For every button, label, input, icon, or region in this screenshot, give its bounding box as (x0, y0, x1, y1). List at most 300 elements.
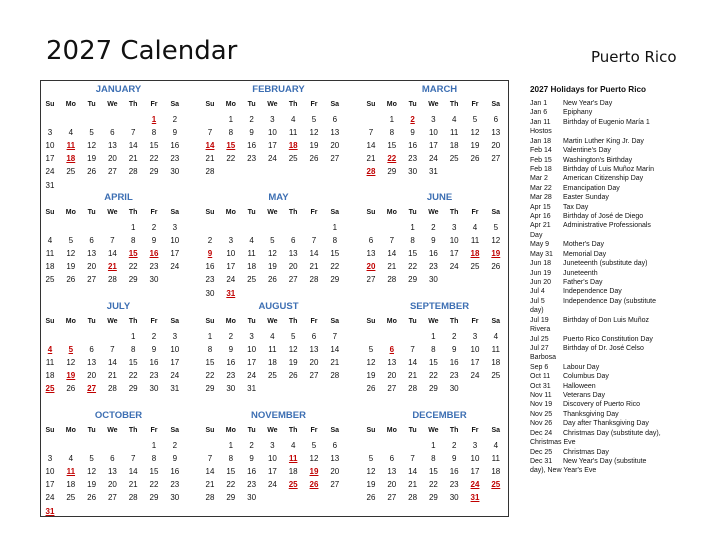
holiday-name: Discovery of Puerto Rico (563, 401, 641, 409)
holiday-date: Jul 19 (530, 316, 549, 324)
calendar-day: 22 (149, 480, 159, 490)
calendar-day: 16 (170, 141, 180, 151)
calendar-day: 12 (66, 358, 76, 368)
weekday-header: Th (128, 318, 138, 325)
weekday-header: Fr (150, 318, 158, 325)
calendar-day: 2 (151, 223, 157, 232)
weekday-header: Su (205, 101, 215, 108)
calendar-day: 23 (449, 480, 459, 490)
calendar-day: 7 (410, 454, 415, 464)
calendar-day: 21 (387, 262, 397, 272)
calendar-day: 26 (66, 275, 76, 285)
holiday-name: Birthday of Don Luis Muñoz (563, 316, 649, 324)
calendar-day: 9 (431, 236, 436, 246)
weekday-header: Fr (150, 427, 158, 434)
calendar-day: 4 (68, 128, 74, 138)
calendar-day: 7 (311, 236, 317, 246)
calendar-day: 17 (267, 467, 277, 477)
calendar-day: 9 (172, 128, 178, 138)
calendar-day: 11 (268, 345, 277, 355)
calendar-day: 12 (288, 345, 298, 355)
weekday-header: Mo (225, 427, 236, 434)
weekday-header: We (428, 318, 439, 325)
calendar-day: 28 (330, 371, 340, 381)
calendar-day: 17 (45, 154, 55, 164)
weekday-header: Mo (225, 101, 236, 108)
holiday-day: 19 (66, 371, 76, 381)
calendar-day: 3 (270, 441, 275, 450)
weekday-header: Su (45, 209, 55, 216)
calendar-day: 29 (149, 167, 159, 177)
calendar-day: 12 (87, 467, 97, 477)
calendar-day: 16 (449, 467, 459, 477)
holiday-name: Administrative Professionals (563, 222, 651, 230)
calendar-day: 31 (247, 384, 257, 394)
calendar-day: 12 (491, 236, 501, 246)
calendar-day: 30 (149, 275, 159, 285)
calendar-day: 16 (226, 358, 236, 368)
calendar-day: 24 (267, 154, 277, 164)
calendar-day: 12 (470, 128, 480, 138)
calendar-day: 11 (45, 249, 55, 259)
calendar-day: 25 (288, 154, 298, 164)
holiday-date: Jan 18 (530, 137, 552, 145)
calendar-day: 22 (205, 371, 215, 381)
calendar-day: 29 (226, 493, 236, 503)
holiday-date: Nov 19 (530, 401, 553, 409)
calendar-day: 9 (172, 454, 178, 464)
month-name: FEBRUARY (252, 84, 305, 95)
holiday-name: Birthday of Luis Muñoz Marín (563, 165, 655, 173)
calendar-day: 24 (45, 493, 55, 503)
holiday-name: Epiphany (563, 109, 593, 117)
holiday-item (530, 363, 710, 372)
calendar-day: 18 (267, 358, 277, 368)
weekday-header: Fr (310, 101, 318, 108)
weekday-header: Su (205, 209, 215, 216)
holiday-date: Jul 25 (530, 335, 549, 343)
holiday-name: Day after Thanksgiving Day (563, 420, 649, 428)
calendar-day: 3 (172, 332, 178, 341)
weekday-header: Sa (491, 209, 501, 216)
calendar-day: 27 (387, 493, 397, 503)
calendar-day: 8 (431, 345, 436, 355)
calendar-day: 5 (270, 236, 275, 246)
holiday-name: Juneteenth (563, 269, 598, 277)
calendar-day: 30 (247, 493, 257, 503)
calendar-day: 24 (449, 262, 459, 272)
calendar-day: 29 (408, 275, 418, 285)
calendar-day: 11 (45, 358, 55, 368)
holiday-day: 9 (207, 249, 213, 259)
holiday-name: Birthday of Eugenio María 1 (563, 118, 650, 126)
holiday-item (530, 118, 710, 127)
holiday-day: 18 (470, 249, 480, 259)
holiday-item (530, 287, 710, 296)
calendar-day: 3 (47, 454, 53, 464)
holiday-item (530, 231, 710, 240)
weekday-header: We (267, 209, 278, 216)
calendar-day: 5 (68, 236, 74, 246)
calendar-day: 7 (110, 236, 115, 246)
calendar-day: 21 (330, 358, 340, 368)
calendar-day: 10 (428, 128, 438, 138)
calendar-day: 1 (332, 223, 338, 232)
holiday-item (530, 108, 710, 117)
holiday-day: 24 (470, 480, 480, 490)
calendar-day: 21 (309, 262, 319, 272)
page-title: 2027 Calendar (46, 36, 238, 66)
calendar-day: 23 (449, 371, 459, 381)
calendar-day: 14 (387, 249, 397, 259)
holiday-day: 25 (45, 384, 55, 394)
weekday-header: Su (366, 101, 376, 108)
holiday-date: Apr 21 (530, 222, 551, 230)
calendar-day: 18 (66, 480, 76, 490)
calendar-day: 13 (87, 249, 97, 259)
calendar-day: 13 (87, 358, 97, 368)
weekday-header: We (428, 209, 439, 216)
holiday-item (530, 221, 710, 230)
calendar-day: 17 (470, 358, 480, 368)
calendar-day: 17 (170, 249, 180, 259)
weekday-header: Sa (491, 101, 501, 108)
calendar-day: 3 (172, 223, 178, 232)
calendar-day: 21 (205, 154, 215, 164)
holiday-item (530, 127, 710, 136)
holiday-date: Nov 26 (530, 420, 553, 428)
holiday-item (530, 203, 710, 212)
calendar-day: 1 (130, 332, 136, 341)
holiday-day: 1 (151, 115, 157, 124)
calendar-day: 2 (151, 332, 157, 341)
calendar-day: 6 (368, 236, 374, 246)
calendar-day: 8 (332, 236, 338, 246)
holiday-item (530, 184, 710, 193)
weekday-header: We (107, 427, 118, 434)
holiday-item (530, 174, 710, 183)
weekday-header: Mo (65, 318, 76, 325)
calendar-day: 23 (408, 154, 418, 164)
weekday-header: We (267, 318, 278, 325)
calendar-day: 14 (128, 467, 138, 477)
calendar-day: 4 (472, 223, 478, 232)
calendar-day: 24 (247, 371, 257, 381)
calendar-day: 8 (130, 236, 136, 246)
weekday-header: Sa (330, 318, 340, 325)
calendar-day: 15 (428, 467, 438, 477)
calendar-day: 30 (170, 493, 180, 503)
calendar-day: 28 (408, 384, 418, 394)
calendar-day: 30 (408, 167, 418, 177)
holiday-item (530, 250, 710, 259)
calendar-day: 6 (332, 441, 338, 450)
calendar-day: 10 (470, 345, 480, 355)
calendar-day: 7 (332, 332, 338, 341)
holiday-name: Christmas Day (substitute day), (563, 429, 661, 437)
holiday-day: 5 (68, 345, 74, 355)
calendar-day: 28 (205, 167, 215, 177)
calendar-day: 2 (172, 115, 178, 124)
weekday-header: Su (366, 427, 376, 434)
calendar-day: 26 (288, 371, 298, 381)
calendar-day: 28 (107, 275, 117, 285)
holiday-name: Independence Day (563, 288, 622, 296)
calendar-day: 2 (451, 332, 457, 341)
weekday-header: Sa (491, 427, 501, 434)
calendar-day: 3 (47, 128, 53, 138)
holiday-item (530, 297, 710, 306)
calendar-day: 10 (449, 236, 459, 246)
holiday-item (530, 438, 710, 447)
calendar-day: 21 (128, 480, 138, 490)
holiday-date: Nov 11 (530, 392, 552, 400)
calendar-day: 1 (431, 332, 436, 341)
calendar-day: 8 (151, 128, 157, 138)
calendar-day: 5 (493, 223, 499, 232)
region-label: Puerto Rico (591, 48, 677, 66)
weekday-header: Sa (170, 101, 180, 108)
holiday-name: Columbus Day (563, 373, 609, 381)
month-name: SEPTEMBER (409, 301, 470, 312)
calendar-day: 5 (89, 454, 94, 464)
weekday-header: Sa (491, 318, 501, 325)
weekday-header: Mo (65, 427, 76, 434)
calendar-day: 13 (107, 141, 117, 151)
holiday-name: Emancipation Day (563, 184, 620, 192)
weekday-header: Tu (247, 318, 256, 325)
holiday-name: Valentine's Day (563, 147, 611, 155)
calendar-day: 29 (128, 275, 138, 285)
holiday-name: Puerto Rico Constitution Day (563, 335, 653, 343)
calendar-day: 19 (288, 358, 298, 368)
calendar-day: 11 (491, 345, 500, 355)
calendar-day: 8 (431, 454, 436, 464)
calendar-day: 28 (107, 384, 117, 394)
calendar-day: 21 (107, 371, 117, 381)
holiday-list-title: 2027 Holidays for Puerto Rico (530, 85, 647, 94)
calendar-day: 2 (228, 332, 234, 341)
calendar-day: 17 (226, 262, 236, 272)
calendar-day: 15 (330, 249, 340, 259)
calendar-day: 14 (205, 467, 215, 477)
calendar-day: 1 (151, 441, 157, 450)
calendar-day: 22 (149, 154, 159, 164)
weekday-header: Su (366, 318, 376, 325)
holiday-item (530, 165, 710, 174)
calendar-day: 15 (205, 358, 215, 368)
weekday-header: Mo (386, 209, 397, 216)
calendar-day: 16 (205, 262, 215, 272)
weekday-header: Fr (150, 101, 158, 108)
calendar-day: 23 (149, 371, 159, 381)
calendar-day: 6 (290, 236, 296, 246)
holiday-date: Mar 2 (530, 175, 548, 183)
weekday-header: Fr (150, 209, 158, 216)
calendar-day: 17 (449, 249, 459, 259)
calendar-day: 13 (387, 467, 397, 477)
calendar-day: 17 (170, 358, 180, 368)
holiday-name: day) (530, 307, 544, 315)
calendar-day: 16 (449, 358, 459, 368)
calendar-day: 26 (87, 493, 97, 503)
calendar-day: 4 (47, 236, 53, 246)
calendar-day: 10 (226, 249, 236, 259)
weekday-header: Th (449, 209, 459, 216)
weekday-header: Su (205, 427, 215, 434)
weekday-header: We (428, 427, 439, 434)
holiday-day: 6 (389, 345, 395, 355)
calendar-day: 7 (207, 454, 213, 464)
calendar-day: 6 (389, 454, 395, 464)
holiday-day: 31 (226, 288, 236, 298)
holiday-name: Birthday of Dr. José Celso (563, 344, 644, 352)
holiday-item (530, 212, 710, 221)
weekday-header: Tu (408, 209, 417, 216)
calendar-day: 12 (366, 358, 376, 368)
holiday-date: Jan 6 (530, 109, 548, 117)
holiday-name: Hostos (530, 128, 552, 136)
holiday-item (530, 146, 710, 155)
calendar-day: 19 (87, 480, 97, 490)
weekday-header: Tu (408, 427, 417, 434)
calendar-day: 1 (207, 332, 213, 341)
weekday-header: Th (288, 101, 298, 108)
calendar-day: 27 (107, 167, 117, 177)
weekday-header: Su (205, 318, 215, 325)
calendar-day: 20 (87, 262, 97, 272)
calendar-day: 24 (267, 480, 277, 490)
holiday-day: 11 (66, 467, 76, 477)
calendar-day: 5 (311, 115, 317, 124)
weekday-header: Tu (247, 101, 256, 108)
calendar-day: 17 (428, 141, 438, 151)
calendar-day: 26 (366, 384, 376, 394)
holiday-date: Jul 5 (530, 297, 545, 305)
holiday-item (530, 457, 710, 466)
calendar-day: 7 (110, 345, 115, 355)
calendar-day: 20 (288, 262, 298, 272)
holiday-date: Jun 20 (530, 278, 552, 286)
calendar-day: 13 (330, 454, 340, 464)
calendar-day: 9 (451, 345, 457, 355)
calendar-day: 22 (428, 371, 438, 381)
weekday-header: Su (45, 101, 55, 108)
holiday-date: Jul 4 (530, 288, 545, 296)
month-name: JULY (106, 301, 131, 312)
calendar-day: 3 (270, 115, 275, 124)
calendar-day: 1 (410, 223, 415, 232)
calendar-day: 18 (288, 467, 298, 477)
calendar-day: 20 (491, 141, 501, 151)
calendar-day: 7 (130, 454, 136, 464)
calendar-day: 30 (449, 493, 459, 503)
calendar-day: 29 (128, 384, 138, 394)
calendar-day: 25 (66, 493, 76, 503)
calendar-day: 16 (428, 249, 438, 259)
holiday-name: Tax Day (563, 203, 589, 211)
holiday-name: Halloween (563, 382, 596, 390)
month-name: MAY (268, 192, 289, 203)
calendar-day: 12 (267, 249, 277, 259)
calendar-day: 19 (470, 141, 480, 151)
calendar-day: 22 (408, 262, 418, 272)
holiday-name: Washington's Birthday (563, 156, 633, 164)
calendar-day: 14 (309, 249, 319, 259)
calendar-day: 6 (89, 345, 94, 355)
calendar-day: 9 (451, 454, 457, 464)
calendar-day: 11 (470, 236, 480, 246)
holiday-day: 25 (491, 480, 501, 490)
calendar-day: 29 (387, 167, 397, 177)
holiday-name: Veterans Day (563, 392, 606, 400)
calendar-day: 29 (428, 384, 438, 394)
weekday-header: Th (288, 318, 298, 325)
month-name: DECEMBER (412, 410, 467, 421)
holiday-item (530, 410, 710, 419)
calendar-day: 9 (249, 454, 254, 464)
calendar-day: 24 (170, 262, 180, 272)
calendar-day: 10 (247, 345, 257, 355)
calendar-day: 20 (387, 480, 397, 490)
holiday-date: Mar 28 (530, 194, 552, 202)
calendar-day: 17 (45, 480, 55, 490)
holiday-date: Apr 16 (530, 213, 551, 221)
calendar-day: 26 (309, 154, 319, 164)
calendar-day: 28 (205, 493, 215, 503)
weekday-header: Tu (87, 318, 96, 325)
calendar-day: 4 (290, 115, 296, 124)
holiday-date: Sep 6 (530, 363, 549, 371)
holiday-day: 14 (205, 141, 215, 151)
holiday-item (530, 193, 710, 202)
calendar-day: 28 (309, 275, 319, 285)
calendar-day: 3 (472, 441, 478, 450)
calendar-day: 13 (309, 345, 319, 355)
holiday-day: 27 (87, 384, 97, 394)
calendar-day: 29 (428, 493, 438, 503)
weekday-header: Mo (386, 101, 397, 108)
weekday-header: We (267, 101, 278, 108)
calendar-day: 8 (207, 345, 213, 355)
calendar-day: 5 (89, 128, 94, 138)
holiday-day: 2 (410, 115, 415, 124)
calendar-day: 4 (68, 454, 74, 464)
calendar-day: 11 (491, 454, 500, 464)
holiday-day: 28 (366, 167, 376, 177)
holiday-item (530, 316, 710, 325)
calendar-day: 24 (170, 371, 180, 381)
month-name: OCTOBER (94, 410, 143, 421)
calendar-day: 30 (149, 384, 159, 394)
calendar-day: 27 (330, 154, 340, 164)
calendar-day: 5 (368, 345, 374, 355)
holiday-day: 18 (288, 141, 298, 151)
holiday-item (530, 137, 710, 146)
calendar-day: 27 (107, 493, 117, 503)
calendar-day: 17 (267, 141, 277, 151)
holiday-name: Easter Sunday (563, 194, 609, 202)
calendar-day: 17 (470, 467, 480, 477)
holiday-date: Jun 19 (530, 269, 552, 277)
calendar-day: 7 (207, 128, 213, 138)
weekday-header: Th (128, 427, 138, 434)
calendar-day: 9 (228, 345, 234, 355)
calendar-day: 13 (107, 467, 117, 477)
calendar-day: 7 (410, 345, 415, 355)
calendar-day: 28 (408, 493, 418, 503)
holiday-item (530, 372, 710, 381)
